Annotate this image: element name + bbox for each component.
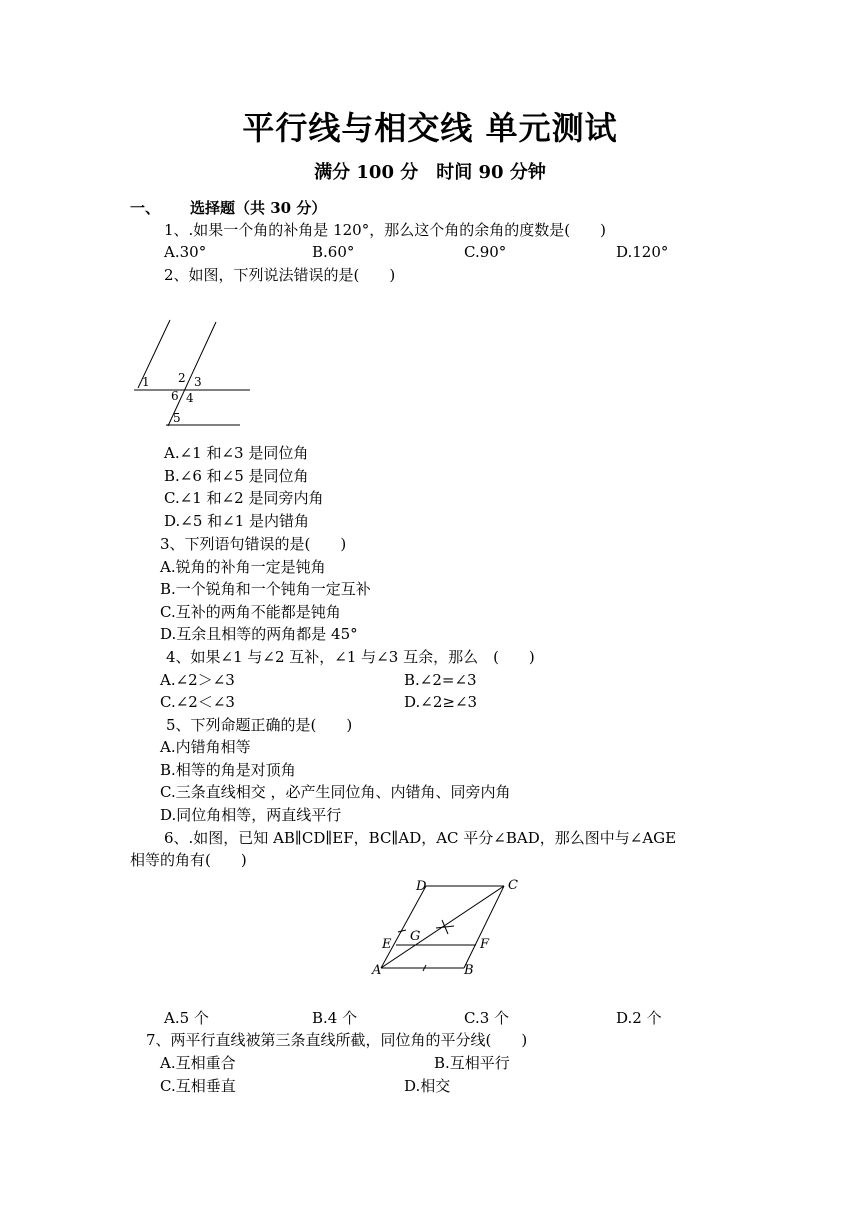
q2-figure [128, 318, 258, 430]
q3-option-c: C.互补的两角不能都是钝角 [160, 603, 341, 621]
q1-option-a: A.30° [164, 243, 207, 261]
q3-option-b: B.一个锐角和一个钝角一定互补 [160, 580, 371, 598]
q7-option-d: D.相交 [404, 1077, 451, 1095]
q4-option-a: A.∠2＞∠3 [160, 671, 235, 689]
q5-option-c: C.三条直线相交 ，必产生同位角、内错角、同旁内角 [160, 783, 511, 801]
q6-label-f: F [480, 937, 490, 952]
q6-label-g: G [410, 929, 421, 944]
q2-label-3: 3 [194, 375, 202, 389]
q6-option-b: B.4 个 [312, 1009, 358, 1027]
q6-label-c: C [508, 878, 518, 893]
section-number: 一、 [130, 199, 161, 217]
q6-stem-line1: 6、.如图，已知 AB∥CD∥EF，BC∥AD，AC 平分∠BAD，那么图中与∠AGE [164, 829, 677, 847]
page-title: 平行线与相交线 单元测试 [242, 109, 618, 147]
q5-option-d: D.同位角相等，两直线平行 [160, 806, 342, 824]
q6-label-d: D [416, 879, 427, 894]
q6-label-e: E [382, 937, 392, 952]
section-label: 选择题（共 30 分） [190, 199, 327, 217]
q3-option-d: D.互余且相等的两角都是 45° [160, 625, 358, 643]
q4-option-c: C.∠2＜∠3 [160, 693, 235, 711]
q5-option-a: A.内错角相等 [160, 738, 251, 756]
q4-option-d: D.∠2≥∠3 [404, 693, 478, 711]
q2-option-a: A.∠1 和∠3 是同位角 [164, 444, 309, 462]
page-subtitle: 满分 100 分 时间 90 分钟 [314, 162, 546, 183]
q6-label-a: A [372, 963, 382, 978]
q6-label-b: B [464, 963, 474, 978]
q3-option-a: A.锐角的补角一定是钝角 [160, 558, 326, 576]
q7-option-a: A.互相重合 [160, 1054, 236, 1072]
q2-stem: 2、如图，下列说法错误的是( ) [164, 266, 396, 284]
q4-stem: 4、如果∠1 与∠2 互补，∠1 与∠3 互余，那么 ( ) [166, 648, 535, 666]
q6-segment-ad [381, 886, 426, 968]
q2-label-4: 4 [186, 391, 194, 405]
q1-stem: 1、.如果一个角的补角是 120°，那么这个角的余角的度数是( ) [164, 221, 606, 239]
q1-option-d: D.120° [616, 243, 669, 261]
q1-option-c: C.90° [464, 243, 507, 261]
q6-option-a: A.5 个 [164, 1009, 209, 1027]
q2-label-6: 6 [171, 389, 179, 403]
q2-option-b: B.∠6 和∠5 是同位角 [164, 467, 309, 485]
q5-stem: 5、下列命题正确的是( ) [166, 716, 353, 734]
q5-option-b: B.相等的角是对顶角 [160, 761, 296, 779]
q6-option-d: D.2 个 [616, 1009, 662, 1027]
q2-label-5: 5 [173, 411, 181, 425]
q2-option-d: D.∠5 和∠1 是内错角 [164, 512, 310, 530]
q7-option-c: C.互相垂直 [160, 1077, 236, 1095]
q2-option-c: C.∠1 和∠2 是同旁内角 [164, 489, 324, 507]
q7-option-b: B.互相平行 [434, 1054, 510, 1072]
q4-option-b: B.∠2=∠3 [404, 671, 477, 689]
q2-label-1: 1 [142, 375, 150, 389]
q1-option-b: B.60° [312, 243, 355, 261]
q6-stem-line2: 相等的角有( ) [130, 851, 247, 869]
q2-label-2: 2 [178, 371, 186, 385]
q6-figure [368, 874, 538, 982]
q3-stem: 3、下列语句错误的是( ) [160, 535, 347, 553]
q7-stem: 7、两平行直线被第三条直线所截，同位角的平分线( ) [146, 1031, 528, 1049]
q6-option-c: C.3 个 [464, 1009, 510, 1027]
q6-segment-bc [464, 886, 504, 968]
